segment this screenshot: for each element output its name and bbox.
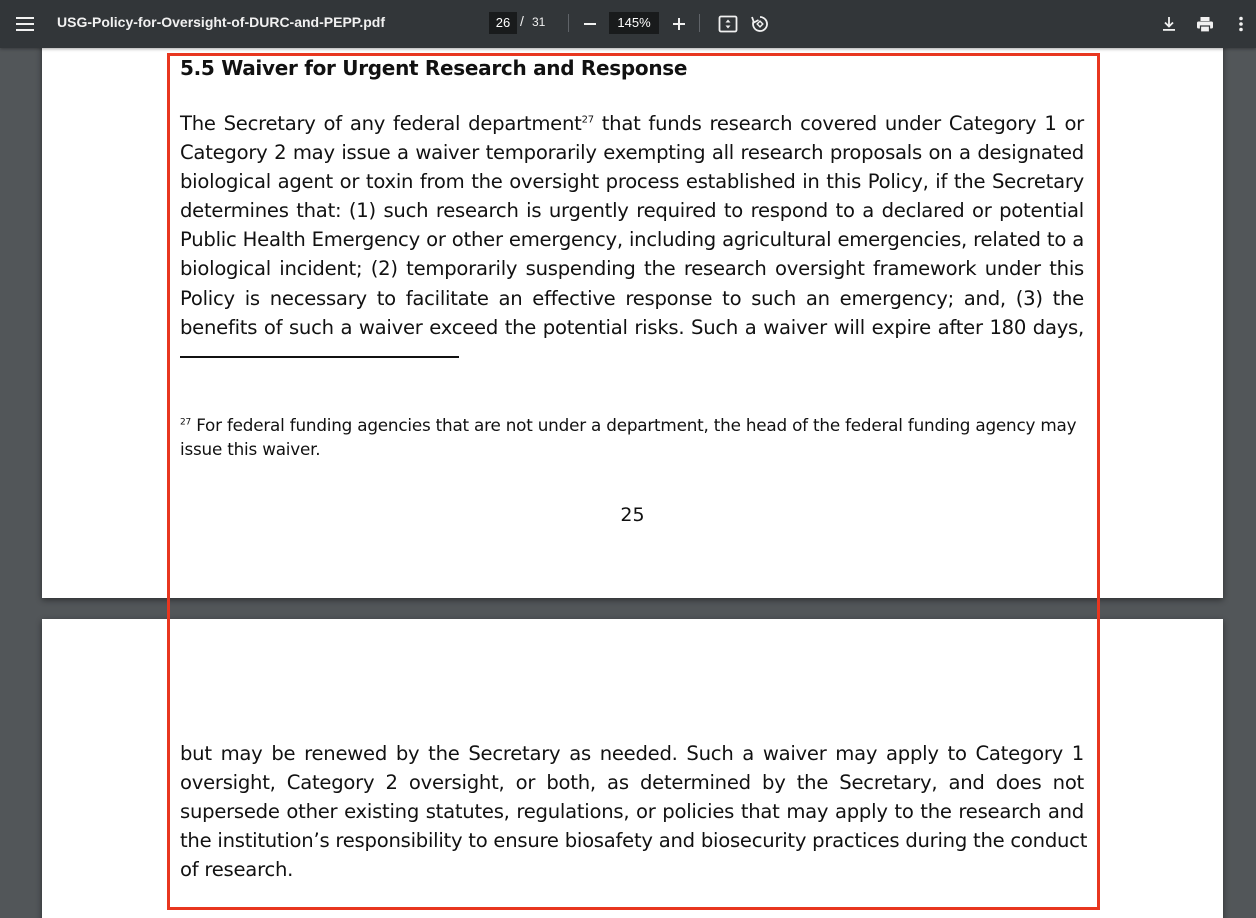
footnote-text: For federal funding agencies that are not under a department, the head of the federal funding agency may — [191, 415, 1077, 435]
text-run: that funds research covered under Category 1 or — [593, 112, 1084, 135]
page-number: 25 — [620, 504, 645, 526]
body-paragraph — [180, 739, 1088, 884]
pdf-page — [42, 619, 1223, 918]
fit-page-button[interactable] — [716, 12, 740, 36]
page-separator: / — [520, 13, 524, 29]
paragraph-line: the institution’s responsibility to ensure biosafety and biosecurity practices during the conduct — [180, 829, 1088, 853]
paragraph-line: supersede other existing statutes, regulations, or policies that may apply to the research and — [180, 800, 1084, 824]
print-button[interactable] — [1193, 12, 1217, 36]
paragraph-line: oversight, Category 2 oversight, or both, as determined by the Secretary, and does not — [180, 771, 1084, 795]
footnote-text: issue this waiver. — [180, 439, 321, 459]
plus-icon — [672, 17, 686, 31]
footnote — [180, 413, 1080, 461]
paragraph-line: Policy is necessary to facilitate an effective response to such an emergency; and, (3) the — [180, 286, 1084, 310]
footnote-separator — [180, 356, 459, 358]
pdf-page — [42, 40, 1223, 598]
paragraph-line: Public Health Emergency or other emergency, including agricultural emergencies, related to a — [180, 228, 1084, 252]
download-button[interactable] — [1157, 12, 1181, 36]
document-title: USG-Policy-for-Oversight-of-DURC-and-PEPP.pdf — [57, 14, 385, 30]
menu-icon[interactable] — [14, 13, 36, 35]
paragraph-line: benefits of such a waiver exceed the potential risks. Such a waiver will expire after 180 days, — [180, 315, 1084, 339]
text-run: The Secretary of any federal department — [180, 112, 582, 135]
paragraph-line: biological agent or toxin from the oversight process established in this Policy, if the Secretary — [180, 170, 1084, 194]
paragraph-line: of research. — [180, 858, 294, 882]
pdf-toolbar — [0, 0, 1256, 48]
toolbar-divider — [699, 14, 700, 32]
print-icon — [1196, 16, 1214, 33]
paragraph-line — [180, 109, 1084, 138]
zoom-in-button[interactable] — [667, 12, 691, 36]
footnote-number: 27 — [180, 417, 192, 428]
zoom-out-button[interactable] — [578, 12, 602, 36]
download-icon — [1161, 16, 1177, 32]
paragraph-line: but may be renewed by the Secretary as needed. Such a waiver may apply to Category 1 — [180, 742, 1084, 765]
page-number-input[interactable]: 26 — [489, 12, 517, 34]
section-heading: 5.5 Waiver for Urgent Research and Response — [180, 56, 688, 80]
paragraph-line: Category 2 may issue a waiver temporarily exempting all research proposals on a designated — [180, 141, 1084, 165]
more-vert-icon — [1238, 16, 1244, 32]
minus-icon — [583, 17, 597, 31]
paragraph-line: biological incident; (2) temporarily suspending the research oversight framework under this — [180, 257, 1084, 281]
zoom-input[interactable]: 145% — [609, 12, 659, 34]
rotate-icon — [750, 14, 770, 34]
more-options-button[interactable] — [1229, 12, 1253, 36]
footnote-reference[interactable]: 27 — [581, 114, 594, 126]
toolbar-divider — [568, 14, 569, 32]
total-pages: 31 — [532, 15, 546, 29]
body-paragraph — [180, 109, 1084, 342]
fit-page-icon — [718, 15, 738, 33]
paragraph-line: determines that: (1) such research is urgently required to respond to a declared or potential — [180, 199, 1084, 223]
rotate-button[interactable] — [748, 12, 772, 36]
